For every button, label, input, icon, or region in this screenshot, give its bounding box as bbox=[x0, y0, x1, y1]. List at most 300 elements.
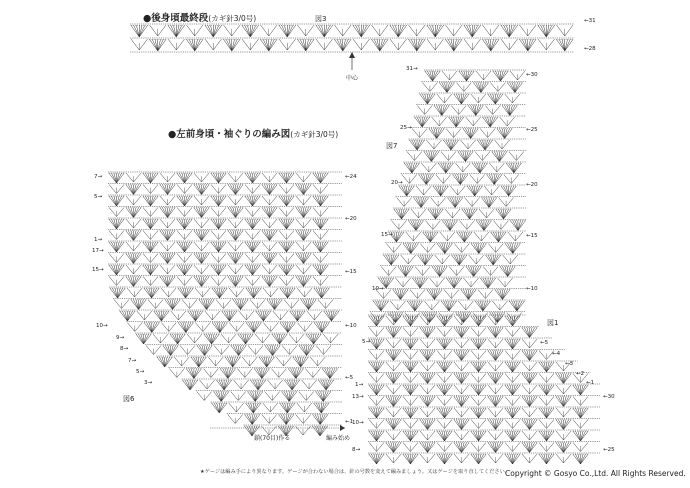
stitch-fan bbox=[424, 152, 439, 162]
stitch-fan bbox=[231, 346, 246, 356]
stitch-fan bbox=[373, 301, 388, 311]
stitch-fan bbox=[194, 208, 209, 218]
stitch-stroke bbox=[264, 185, 269, 195]
stitch-vee bbox=[248, 346, 263, 355]
stitch-stroke bbox=[322, 323, 327, 333]
stitch-fan bbox=[238, 334, 253, 344]
stitch-vee bbox=[146, 346, 161, 355]
stitch-vee bbox=[187, 25, 204, 36]
stitch-fan bbox=[191, 357, 206, 367]
stitch-stroke bbox=[304, 231, 309, 241]
stitch-fan bbox=[505, 244, 520, 254]
stitch-stroke bbox=[417, 39, 423, 51]
stitch-fan bbox=[245, 265, 260, 275]
stitch-stroke bbox=[138, 334, 143, 344]
stitch-vee bbox=[430, 278, 445, 287]
stitch-fan bbox=[369, 362, 384, 372]
stitch-vee bbox=[437, 328, 452, 337]
row-label-rc-r-10: ←10 bbox=[526, 286, 538, 292]
stitch-stroke bbox=[151, 219, 156, 229]
stitch-stroke bbox=[406, 244, 411, 254]
stitch-stroke bbox=[215, 323, 220, 333]
stitch-fan bbox=[149, 39, 166, 51]
stitch-stroke bbox=[473, 385, 478, 395]
stitch-fan bbox=[233, 300, 248, 310]
stitch-stroke bbox=[428, 351, 433, 361]
stitch-fan bbox=[194, 254, 209, 264]
stitch-vee bbox=[369, 397, 384, 406]
stitch-vee bbox=[449, 267, 464, 276]
stitch-stroke bbox=[292, 380, 297, 390]
stitch-stroke bbox=[247, 173, 252, 183]
stitch-stroke bbox=[235, 300, 240, 310]
stitch-stroke bbox=[417, 117, 422, 127]
stitch-stroke bbox=[479, 431, 484, 441]
stitch-stroke bbox=[400, 290, 405, 300]
stitch-stroke bbox=[371, 339, 376, 349]
stitch-vee bbox=[279, 208, 294, 217]
stitch-stroke bbox=[547, 385, 552, 395]
stitch-vee bbox=[499, 198, 514, 207]
stitch-stroke bbox=[394, 397, 399, 407]
stitch-vee bbox=[137, 311, 152, 320]
stitch-stroke bbox=[564, 420, 569, 430]
stitch-vee bbox=[297, 288, 312, 297]
stitch-stroke bbox=[250, 392, 255, 402]
stitch-vee bbox=[556, 361, 574, 371]
stitch-fan bbox=[262, 254, 277, 264]
stitch-stroke bbox=[262, 369, 267, 379]
stitch-stroke bbox=[196, 277, 201, 287]
stitch-vee bbox=[161, 288, 176, 297]
stitch-stroke bbox=[517, 301, 522, 311]
stitch-stroke bbox=[530, 420, 535, 430]
stitch-fan bbox=[211, 219, 226, 229]
stitch-stroke bbox=[281, 219, 286, 229]
stitch-stroke bbox=[298, 208, 303, 218]
stitch-fan bbox=[522, 443, 537, 453]
stitch-fan bbox=[472, 163, 487, 173]
stitch-stroke bbox=[490, 328, 495, 338]
stitch-fan bbox=[471, 431, 486, 441]
stitch-fan bbox=[464, 25, 481, 37]
stitch-stroke bbox=[465, 129, 470, 139]
stitch-stroke bbox=[498, 232, 503, 242]
stitch-stroke bbox=[426, 152, 431, 162]
stitch-stroke bbox=[147, 323, 152, 333]
stitch-stroke bbox=[145, 265, 150, 275]
stitch-stroke bbox=[575, 385, 580, 395]
stitch-stroke bbox=[513, 431, 518, 441]
stitch-stroke bbox=[441, 186, 446, 196]
stitch-fan bbox=[471, 408, 486, 418]
figure-label-3: 図3 bbox=[315, 15, 327, 23]
stitch-vee bbox=[520, 25, 537, 36]
stitch-stroke bbox=[199, 357, 204, 367]
stitch-stroke bbox=[558, 443, 563, 453]
stitch-stroke bbox=[541, 408, 546, 418]
row-label-rc-r-4: ←4 bbox=[552, 351, 561, 357]
stitch-fan bbox=[272, 334, 287, 344]
stitch-stroke bbox=[479, 339, 484, 349]
stitch-fan bbox=[471, 362, 486, 372]
stitch-stroke bbox=[165, 346, 170, 356]
stitch-stroke bbox=[221, 392, 226, 402]
stitch-vee bbox=[403, 443, 418, 452]
stitch-fan bbox=[420, 397, 435, 407]
stitch-stroke bbox=[224, 380, 229, 390]
stitch-stroke bbox=[469, 267, 474, 277]
stitch-stroke bbox=[456, 374, 461, 384]
stitch-fan bbox=[160, 231, 175, 241]
stitch-vee bbox=[271, 369, 286, 378]
stitch-stroke bbox=[281, 426, 286, 436]
stitch-stroke bbox=[473, 316, 478, 326]
stitch-vee bbox=[353, 39, 370, 50]
stitch-stroke bbox=[388, 420, 393, 430]
stitch-fan bbox=[194, 185, 209, 195]
stitch-fan bbox=[126, 277, 141, 287]
stitch-stroke bbox=[308, 334, 313, 344]
stitch-stroke bbox=[504, 25, 510, 37]
stitch-fan bbox=[418, 255, 433, 265]
stitch-stroke bbox=[424, 313, 429, 323]
stitch-stroke bbox=[411, 221, 416, 231]
stitch-fan bbox=[462, 209, 477, 219]
stitch-stroke bbox=[292, 311, 297, 321]
row-label-rc-r-2: ←2 bbox=[576, 371, 585, 377]
row-label-rc-l-5: 5→ bbox=[362, 339, 371, 345]
stitch-stroke bbox=[317, 323, 322, 333]
stitch-fan bbox=[471, 385, 486, 395]
stitch-vee bbox=[313, 277, 328, 286]
stitch-stroke bbox=[411, 316, 416, 326]
stitch-fan bbox=[386, 351, 401, 361]
row-label-lc-l-17: 17→ bbox=[92, 248, 104, 254]
left-front-chart bbox=[108, 172, 345, 436]
stitch-stroke bbox=[490, 374, 495, 384]
stitch-vee bbox=[402, 175, 417, 184]
stitch-fan bbox=[442, 221, 457, 231]
stitch-stroke bbox=[214, 288, 219, 298]
stitch-vee bbox=[503, 255, 518, 264]
stitch-stroke bbox=[475, 186, 480, 196]
stitch-stroke bbox=[287, 380, 292, 390]
stitch-vee bbox=[237, 369, 252, 378]
stitch-stroke bbox=[219, 219, 224, 229]
stitch-stroke bbox=[158, 39, 164, 51]
stitch-stroke bbox=[321, 380, 326, 390]
stitch-stroke bbox=[190, 380, 195, 390]
stitch-stroke bbox=[280, 334, 285, 344]
stitch-fan bbox=[284, 380, 299, 390]
stitch-fan bbox=[165, 300, 180, 310]
stitch-fan bbox=[245, 219, 260, 229]
stitch-vee bbox=[279, 39, 296, 50]
stitch-stroke bbox=[462, 374, 467, 384]
stitch-fan bbox=[488, 94, 503, 104]
stitch-stroke bbox=[505, 129, 510, 139]
stitch-stroke bbox=[407, 163, 412, 173]
stitch-fan bbox=[250, 380, 265, 390]
stitch-vee bbox=[522, 408, 537, 417]
stitch-fan bbox=[408, 221, 423, 231]
stitch-vee bbox=[476, 71, 491, 80]
row-label-lc-l-5b: 5→ bbox=[136, 369, 145, 375]
stitch-stroke bbox=[139, 300, 144, 310]
stitch-fan bbox=[488, 420, 503, 430]
stitch-stroke bbox=[287, 242, 292, 252]
stitch-stroke bbox=[134, 254, 139, 264]
stitch-vee bbox=[302, 380, 317, 389]
stitch-vee bbox=[177, 277, 192, 286]
stitch-fan bbox=[143, 196, 158, 206]
stitch-vee bbox=[437, 420, 452, 429]
stitch-stroke bbox=[396, 209, 401, 219]
stitch-stroke bbox=[128, 254, 133, 264]
stitch-stroke bbox=[507, 454, 512, 464]
stitch-fan bbox=[293, 357, 308, 367]
stitch-fan bbox=[143, 265, 158, 275]
stitch-stroke bbox=[411, 244, 416, 254]
stitch-stroke bbox=[315, 173, 320, 183]
stitch-vee bbox=[174, 357, 189, 366]
armhole-chart-right bbox=[368, 70, 600, 464]
stitch-stroke bbox=[488, 255, 493, 265]
stitch-stroke bbox=[267, 357, 272, 367]
stitch-stroke bbox=[429, 290, 434, 300]
stitch-stroke bbox=[402, 186, 407, 196]
stitch-stroke bbox=[575, 454, 580, 464]
stitch-vee bbox=[197, 392, 212, 401]
stitch-stroke bbox=[475, 163, 480, 173]
stitch-vee bbox=[492, 301, 507, 310]
stitch-fan bbox=[556, 443, 571, 453]
stitch-stroke bbox=[558, 397, 563, 407]
stitch-stroke bbox=[391, 255, 396, 265]
stitch-vee bbox=[386, 339, 401, 348]
stitch-stroke bbox=[253, 380, 258, 390]
stitch-stroke bbox=[405, 408, 410, 418]
stitch-stroke bbox=[405, 454, 410, 464]
stitch-stroke bbox=[547, 431, 552, 441]
stitch-vee bbox=[160, 219, 175, 228]
stitch-stroke bbox=[286, 426, 291, 436]
stitch-stroke bbox=[411, 39, 417, 51]
stitch-fan bbox=[126, 254, 141, 264]
stitch-stroke bbox=[133, 300, 138, 310]
stitch-stroke bbox=[202, 277, 207, 287]
stitch-vee bbox=[127, 288, 142, 297]
stitch-stroke bbox=[462, 420, 467, 430]
stitch-stroke bbox=[559, 39, 565, 51]
stitch-vee bbox=[471, 94, 486, 103]
stitch-stroke bbox=[296, 369, 301, 379]
stitch-stroke bbox=[490, 397, 495, 407]
stitch-vee bbox=[171, 311, 186, 320]
stitch-vee bbox=[205, 39, 222, 50]
stitch-fan bbox=[245, 242, 260, 252]
stitch-vee bbox=[297, 403, 312, 412]
stitch-stroke bbox=[270, 254, 275, 264]
stitch-stroke bbox=[428, 374, 433, 384]
stitch-vee bbox=[161, 323, 176, 332]
stitch-stroke bbox=[128, 277, 133, 287]
stitch-stroke bbox=[436, 186, 441, 196]
stitch-vee bbox=[153, 334, 168, 343]
stitch-stroke bbox=[162, 231, 167, 241]
stitch-stroke bbox=[474, 267, 479, 277]
stitch-vee bbox=[409, 25, 426, 36]
stitch-fan bbox=[279, 219, 294, 229]
stitch-fan bbox=[371, 39, 388, 51]
stitch-stroke bbox=[282, 25, 288, 37]
stitch-vee bbox=[479, 209, 494, 218]
stitch-stroke bbox=[380, 39, 386, 51]
stitch-fan bbox=[505, 385, 520, 395]
stitch-stroke bbox=[422, 397, 427, 407]
stitch-vee bbox=[454, 385, 469, 394]
stitch-stroke bbox=[228, 369, 233, 379]
stitch-stroke bbox=[323, 392, 328, 402]
row-label-rc-l-1: 1→ bbox=[355, 382, 364, 388]
stitch-fan bbox=[316, 392, 331, 402]
stitch-fan bbox=[408, 39, 425, 51]
stitch-stroke bbox=[459, 255, 464, 265]
stitch-fan bbox=[404, 163, 419, 173]
gauge-footnote: ★ゲージは編み手により異なります。ゲージが合わない場合は、針の号数を変えて編みましょう。又はゲージを取り直してください。 bbox=[200, 469, 510, 475]
stitch-vee bbox=[211, 185, 226, 194]
stitch-stroke bbox=[445, 316, 450, 326]
stitch-vee bbox=[391, 221, 406, 230]
stitch-vee bbox=[245, 277, 260, 286]
stitch-stroke bbox=[291, 369, 296, 379]
stitch-vee bbox=[229, 403, 244, 412]
stitch-fan bbox=[245, 415, 260, 425]
stitch-vee bbox=[150, 25, 167, 36]
stitch-stroke bbox=[564, 397, 569, 407]
stitch-vee bbox=[403, 328, 418, 337]
stitch-vee bbox=[508, 232, 523, 241]
stitch-fan bbox=[143, 173, 158, 183]
stitch-vee bbox=[126, 265, 141, 274]
stitch-stroke bbox=[491, 39, 497, 51]
stitch-stroke bbox=[393, 25, 399, 37]
stitch-fan bbox=[477, 140, 492, 150]
stitch-vee bbox=[126, 196, 141, 205]
stitch-fan bbox=[353, 25, 370, 37]
stitch-stroke bbox=[479, 221, 484, 231]
stitch-stroke bbox=[446, 163, 451, 173]
stitch-stroke bbox=[162, 185, 167, 195]
stitch-vee bbox=[261, 25, 278, 36]
stitch-fan bbox=[188, 311, 203, 321]
stitch-stroke bbox=[298, 277, 303, 287]
stitch-fan bbox=[434, 106, 449, 116]
stitch-stroke bbox=[219, 242, 224, 252]
stitch-stroke bbox=[405, 362, 410, 372]
stitch-fan bbox=[501, 186, 516, 196]
stitch-stroke bbox=[411, 431, 416, 441]
stitch-stroke bbox=[326, 380, 331, 390]
stitch-stroke bbox=[134, 231, 139, 241]
stitch-stroke bbox=[430, 232, 435, 242]
stitch-fan bbox=[212, 403, 227, 413]
stitch-vee bbox=[229, 323, 244, 332]
stitch-vee bbox=[231, 392, 246, 401]
stitch-vee bbox=[282, 346, 297, 355]
stitch-vee bbox=[143, 277, 158, 286]
stitch-stroke bbox=[316, 288, 321, 298]
row-label-rc-l-10b: 10→ bbox=[352, 420, 364, 426]
stitch-stroke bbox=[411, 339, 416, 349]
stitch-fan bbox=[522, 351, 537, 361]
stitch-stroke bbox=[581, 454, 586, 464]
stitch-stroke bbox=[220, 323, 225, 333]
stitch-stroke bbox=[303, 300, 308, 310]
stitch-vee bbox=[501, 39, 518, 50]
stitch-stroke bbox=[377, 339, 382, 349]
stitch-vee bbox=[485, 106, 500, 115]
stitch-stroke bbox=[492, 313, 497, 323]
stitch-stroke bbox=[190, 311, 195, 321]
stitch-fan bbox=[437, 408, 452, 418]
stitch-stroke bbox=[462, 351, 467, 361]
stitch-fan bbox=[420, 328, 435, 338]
stitch-fan bbox=[386, 420, 401, 430]
stitch-stroke bbox=[507, 431, 512, 441]
row-label-rc-r-25: ←25 bbox=[526, 127, 538, 133]
stitch-fan bbox=[403, 408, 418, 418]
stitch-stroke bbox=[513, 221, 518, 231]
stitch-stroke bbox=[162, 254, 167, 264]
stitch-stroke bbox=[501, 71, 506, 81]
row-label-lc-l-3: 3→ bbox=[144, 380, 153, 386]
stitch-fan bbox=[177, 173, 192, 183]
stitch-fan bbox=[463, 129, 478, 139]
stitch-stroke bbox=[247, 415, 252, 425]
stitch-stroke bbox=[287, 196, 292, 206]
stitch-stroke bbox=[473, 454, 478, 464]
stitch-vee bbox=[262, 196, 277, 205]
stitch-vee bbox=[316, 346, 331, 355]
stitch-stroke bbox=[151, 173, 156, 183]
stitch-fan bbox=[131, 300, 146, 310]
stitch-stroke bbox=[422, 420, 427, 430]
stitch-stroke bbox=[461, 71, 466, 81]
stitch-stroke bbox=[118, 288, 123, 298]
back-final-row-note: (カギ針3/0号) bbox=[208, 14, 257, 23]
stitch-vee bbox=[297, 323, 312, 332]
stitch-stroke bbox=[451, 140, 456, 150]
stitch-vee bbox=[276, 357, 291, 366]
stitch-stroke bbox=[467, 71, 472, 81]
stitch-fan bbox=[428, 209, 443, 219]
stitch-stroke bbox=[473, 431, 478, 441]
stitch-stroke bbox=[497, 290, 502, 300]
stitch-stroke bbox=[128, 231, 133, 241]
stitch-stroke bbox=[405, 316, 410, 326]
stitch-fan bbox=[205, 25, 222, 37]
stitch-stroke bbox=[428, 397, 433, 407]
stitch-stroke bbox=[442, 83, 447, 93]
stitch-stroke bbox=[439, 316, 444, 326]
stitch-vee bbox=[556, 385, 571, 394]
stitch-stroke bbox=[472, 25, 478, 37]
stitch-stroke bbox=[307, 346, 312, 356]
stitch-fan bbox=[244, 426, 259, 436]
stitch-stroke bbox=[515, 83, 520, 93]
